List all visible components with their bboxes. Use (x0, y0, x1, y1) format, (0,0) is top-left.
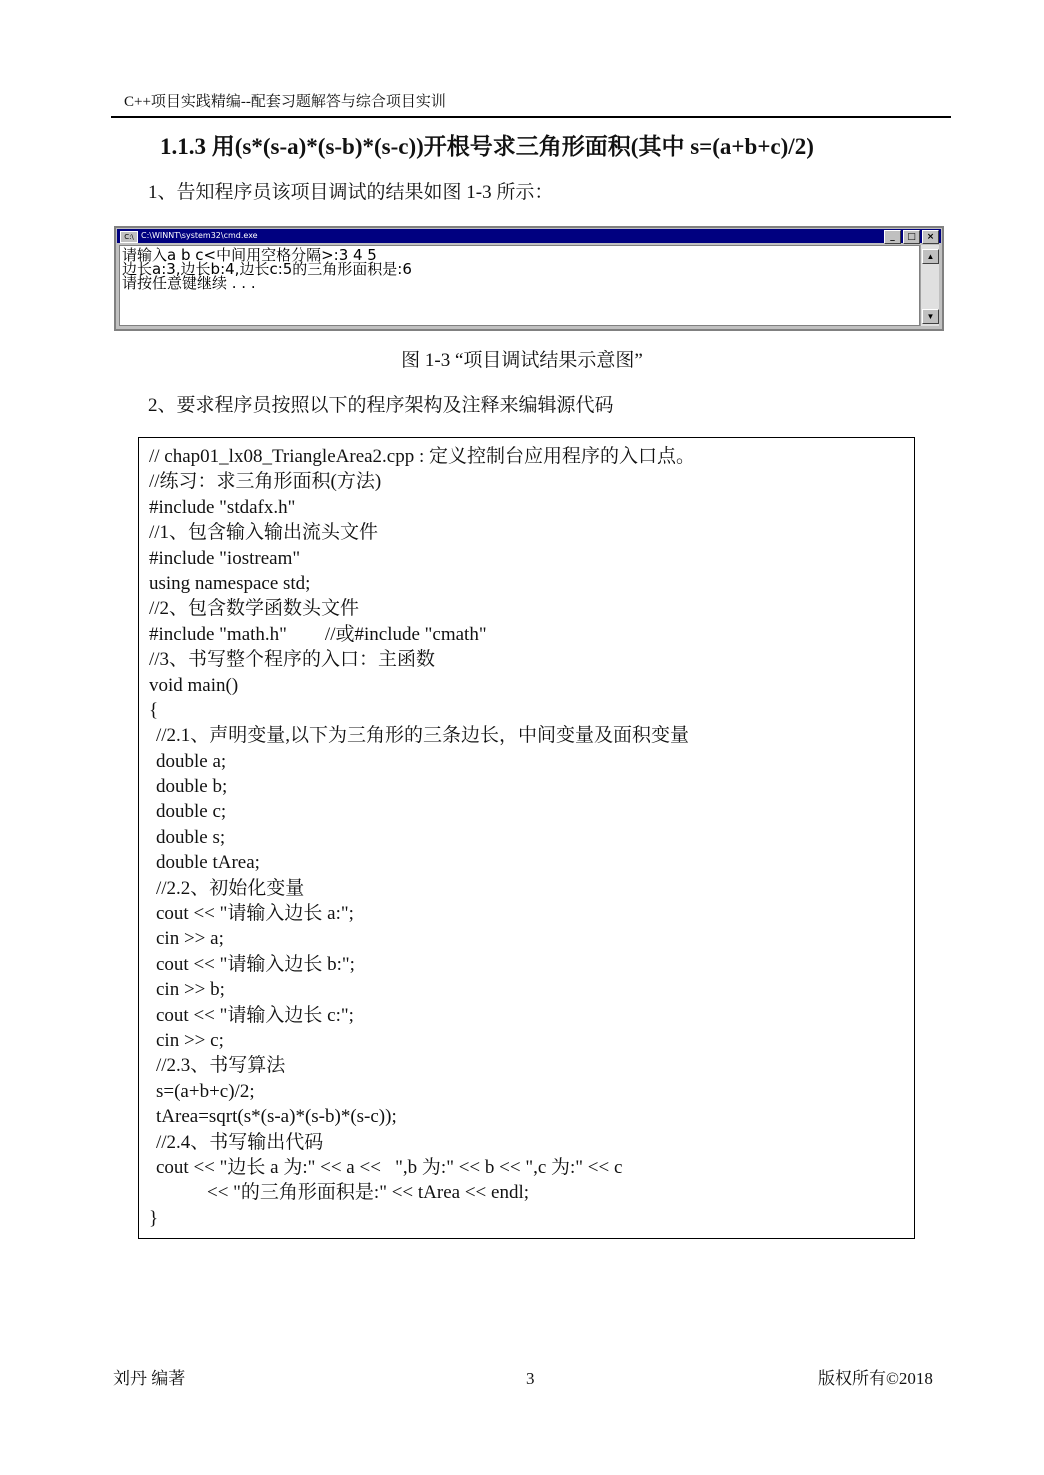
code-line: #include "math.h" //或#include "cmath" (149, 623, 487, 645)
code-line: #include "iostream" (149, 547, 301, 569)
code-line: //2.3、书写算法 (156, 1055, 286, 1077)
maximize-button[interactable]: □ (903, 230, 920, 244)
console-screenshot (114, 226, 944, 331)
code-line: double tArea; (156, 852, 260, 874)
code-line: //1、包含输入输出流头文件 (149, 522, 379, 544)
console-line: 请输入a b c<中间用空格分隔>:3 4 5 (122, 246, 377, 264)
code-line: cout << "边长 a 为:" << a << ",b 为:" << b << ",c 为:" << c (156, 1156, 623, 1178)
code-listing (138, 437, 915, 1239)
console-titlebar (117, 229, 941, 243)
header-rule (111, 116, 951, 118)
console-app-icon: C:\ (120, 231, 138, 243)
code-line: double a; (156, 750, 227, 772)
minimize-button[interactable]: _ (884, 230, 901, 244)
code-line: cin >> a; (156, 928, 224, 950)
console-window-title: C:\WINNT\system32\cmd.exe (141, 231, 258, 240)
code-line: s=(a+b+c)/2; (156, 1080, 255, 1102)
figure-caption: 图 1-3 “项目调试结果示意图” (401, 350, 643, 371)
code-line: // chap01_lx08_TriangleArea2.cpp : 定义控制台应用程序的入口点。 (149, 446, 696, 467)
code-line: #include "stdafx.h" (149, 496, 296, 518)
console-line: 请按任意键继续 . . . (122, 274, 256, 292)
scroll-up-arrow-icon[interactable]: ▲ (922, 249, 939, 264)
code-line: double c; (156, 801, 227, 823)
code-line: //2、包含数学函数头文件 (149, 598, 360, 620)
console-output (119, 245, 920, 326)
console-scrollbar[interactable] (920, 245, 939, 326)
code-line: //2.2、初始化变量 (156, 877, 305, 899)
code-line: cout << "请输入边长 a:"; (156, 903, 354, 925)
page-number: 3 (526, 1369, 535, 1388)
scroll-down-arrow-icon[interactable]: ▼ (922, 309, 939, 324)
code-line: double s; (156, 826, 226, 848)
code-line: { (149, 699, 159, 721)
code-line: //3、书写整个程序的入口：主函数 (149, 649, 436, 671)
code-line: //练习：求三角形面积(方法) (149, 471, 382, 493)
code-line: cin >> c; (156, 1029, 224, 1051)
footer-copyright: 版权所有©2018 (818, 1369, 933, 1388)
code-line: cout << "请输入边长 c:"; (156, 1004, 354, 1026)
running-header: C++项目实践精编--配套习题解答与综合项目实训 (124, 94, 446, 110)
code-line: double b; (156, 776, 228, 798)
paragraph-1: 1、告知程序员该项目调试的结果如图 1-3 所示： (148, 182, 554, 203)
code-line: using namespace std; (149, 572, 311, 594)
console-line: 边长a:3,边长b:4,边长c:5的三角形面积是:6 (122, 260, 412, 278)
close-button[interactable]: × (922, 230, 939, 244)
code-line: tArea=sqrt(s*(s-a)*(s-b)*(s-c)); (156, 1106, 397, 1128)
code-line: //2.1、声明变量,以下为三角形的三条边长，中间变量及面积变量 (156, 725, 690, 747)
footer-author: 刘丹 编著 (113, 1369, 186, 1388)
code-line: << "的三角形面积是:" << tArea << endl; (207, 1182, 530, 1204)
section-title: 1.1.3 用(s*(s-a)*(s-b)*(s-c))开根号求三角形面积(其中 s=(a+b+c)/2) (160, 134, 814, 159)
code-line: //2.4、书写输出代码 (156, 1131, 324, 1153)
code-line: cout << "请输入边长 b:"; (156, 953, 355, 975)
code-line: cin >> b; (156, 979, 225, 1001)
code-line: } (149, 1207, 159, 1229)
code-line: void main() (149, 674, 239, 696)
paragraph-2: 2、要求程序员按照以下的程序架构及注释来编辑源代码 (148, 395, 614, 416)
